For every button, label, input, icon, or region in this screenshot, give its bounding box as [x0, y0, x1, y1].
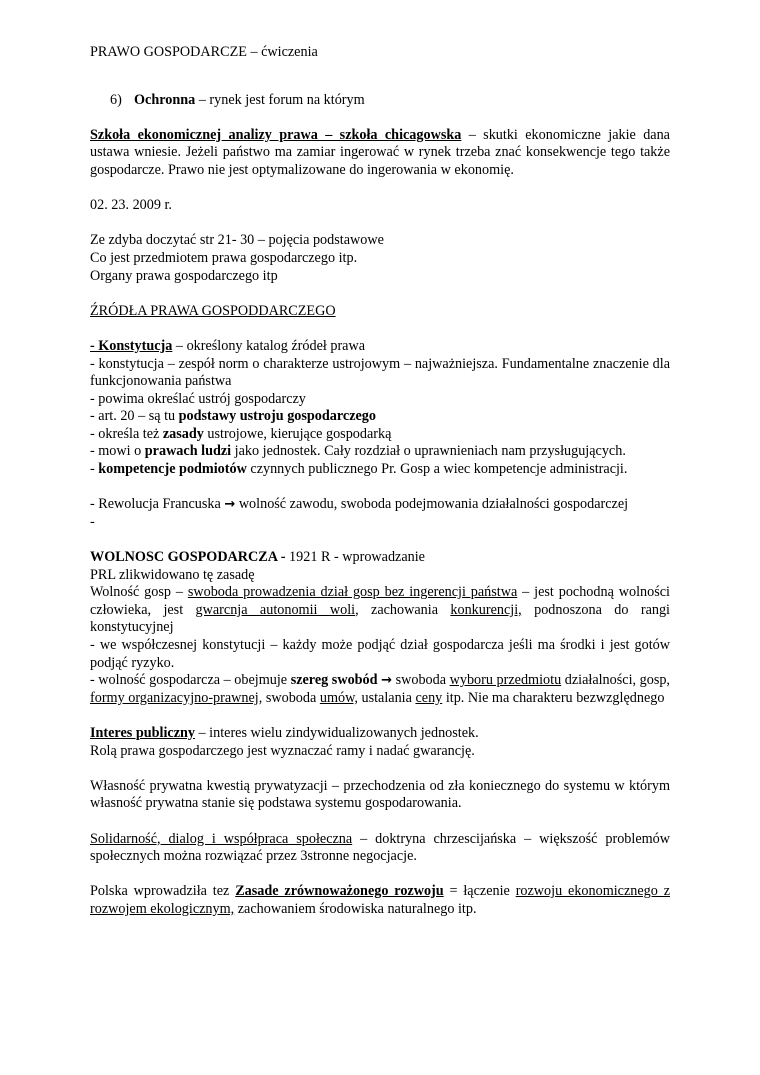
reading-line-1: Ze zdyba doczytać str 21- 30 – pojęcia podstawowe	[90, 232, 384, 249]
list-number: 6)	[110, 91, 122, 108]
wolnosc-p3-g: , swoboda	[258, 689, 320, 706]
konstytucja-heading	[90, 338, 670, 356]
konst-line-1: - konstytucja – zespół norm o charakterze ustrojowym – najważniejsza. Fundamentalne znaczenie dla funkcjonowania państwa	[90, 355, 670, 390]
solidarnosc-desc: – doktryna chrzescijańska – większość problemów społecznych można rozwiązać przez 3stronne negocjacje.	[90, 830, 670, 865]
wolnosc-p3-d: wyboru przedmiotu	[449, 672, 562, 689]
wolnosc-heading	[90, 549, 670, 567]
wolnosc-p1-e: , zachowania	[355, 601, 451, 618]
konst-line-4-c: ustrojowe, kierujące gospodarką	[203, 425, 392, 442]
konst-line-4	[90, 426, 670, 444]
dash-line: -	[90, 513, 95, 530]
arrow-right-icon: →	[381, 673, 393, 689]
rewolucja-b: wolność zawodu, swoboda podejmowania działalności gospodarczej	[235, 496, 629, 513]
konst-line-6-c: czynnych publicznego Pr. Gosp a wiec kompetencje administracji.	[246, 461, 628, 478]
wolnosc-p1-f: konkurencji,	[450, 601, 522, 618]
interes-desc: – interes wielu zindywidualizowanych jednostek.	[194, 724, 479, 741]
polska-c: = łączenie	[443, 883, 516, 900]
wolnosc-year: 1921 R - wprowadzanie	[285, 549, 425, 566]
wolnosc-paragraph-2: - we współczesnej konstytucji – każdy może podjąć dział gospodarcza jeśli ma środki i jest gotów podjąć ryzyko.	[90, 637, 670, 671]
wolnosc-p1-d: gwarcnja autonomii woli	[195, 601, 356, 618]
interes-heading	[90, 725, 670, 743]
list-item-6	[90, 92, 670, 110]
paragraph-szkola	[90, 127, 670, 180]
prl-line: PRL zlikwidowano tę zasadę	[90, 566, 255, 583]
rewolucja-a: - Rewolucja Francuska	[90, 496, 225, 513]
wolnosc-p3-k: itp. Nie ma charakteru bezwzględnego	[442, 689, 665, 706]
konst-line-3	[90, 408, 670, 426]
konst-line-6-a: -	[90, 461, 99, 478]
wolnosc-p1-g: podnoszona do rangi konstytucyjnej	[90, 601, 670, 636]
zrodla-title: ŹRÓDŁA PRAWA GOSPODDARCZEGO	[90, 302, 336, 319]
konst-line-3-a: - art. 20 – są tu	[90, 408, 179, 425]
konst-line-5	[90, 443, 670, 461]
term-ochronna: Ochronna	[134, 91, 196, 108]
polska-a: Polska wprowadziła tez	[90, 883, 236, 900]
arrow-right-icon: →	[224, 497, 236, 513]
document-page	[90, 44, 670, 919]
reading-line-3: Organy prawa gospodarczego itp	[90, 267, 278, 284]
section-heading-zrodla	[90, 303, 670, 321]
wolnosc-p3-i: ustalania	[357, 689, 416, 706]
item6-text: – rynek jest forum na którym	[195, 91, 365, 108]
page-header: PRAWO GOSPODARCZE – ćwiczenia	[90, 44, 318, 60]
konst-line-5-c: jako jednostek. Cały rozdział o uprawnieniach nam przysługujących.	[231, 443, 626, 460]
wolnosc-p1-c: – jest pochodną wolności człowieka, jest	[90, 584, 670, 618]
wolnosc-p3-j: ceny	[415, 689, 443, 706]
konstytucja-term: - Konstytucja	[90, 337, 173, 354]
wolnosc-p1-b: swoboda prowadzenia dział gosp bez ingerencji państwa	[187, 584, 518, 601]
wolnosc-p3-c: swoboda	[392, 672, 450, 689]
solidarnosc-title: Solidarność, dialog i współpraca społeczna	[90, 830, 353, 847]
wlasnosc-paragraph: Własność prywatna kwestią prywatyzacji – przechodzenia od zła koniecznego do systemu w którym własność prywatna stanie się podstawa systemu gospodarowania.	[90, 777, 670, 812]
reading-line-2: Co jest przedmiotem prawa gospodarczego itp.	[90, 249, 358, 266]
wolnosc-paragraph-1	[90, 584, 670, 637]
konst-line-5-a: - mowi o	[90, 443, 145, 460]
konst-line-2: - powima określać ustrój gospodarczy	[90, 390, 306, 407]
konst-line-4-b: zasady	[162, 425, 204, 442]
wolnosc-p3-b: szereg swobód	[290, 672, 378, 689]
rewolucja-line	[90, 496, 670, 514]
polska-b: Zasade zrównoważonego rozwoju	[235, 883, 444, 900]
heading-szkola: Szkoła ekonomicznej analizy prawa – szkoła chicagowska	[90, 126, 462, 143]
konstytucja-desc: – określony katalog źródeł prawa	[172, 337, 366, 354]
polska-d: rozwoju ekonomicznego z rozwojem ekologicznym,	[90, 883, 670, 917]
konst-line-3-b: podstawy ustroju gospodarczego	[178, 408, 376, 425]
wolnosc-paragraph-3	[90, 672, 670, 707]
konst-line-5-b: prawach ludzi	[144, 443, 232, 460]
wolnosc-p1-a: Wolność gosp –	[90, 584, 188, 601]
wolnosc-p3-e: działalności, gosp,	[561, 672, 670, 689]
interes-title: Interes publiczny	[90, 724, 195, 741]
konst-line-6	[90, 461, 670, 479]
solidarnosc-paragraph	[90, 831, 670, 866]
wolnosc-p3-h: umów,	[319, 689, 358, 706]
date-line: 02. 23. 2009 r.	[90, 197, 172, 214]
konst-line-4-a: - określa też	[90, 425, 163, 442]
polska-paragraph	[90, 883, 670, 918]
wolnosc-p3-f: formy organizacyjno-prawnej	[90, 689, 259, 706]
wolnosc-p3-a: - wolność gospodarcza – obejmuje	[90, 672, 291, 689]
szkola-text: – skutki ekonomiczne jakie dana ustawa wniesie. Jeżeli państwo ma zamiar ingerować w rynek trzeba znać konsekwencje tego także gospodarcze. Prawo nie jest optymalizowane do ingerowania w ekonomię.	[90, 126, 670, 178]
wolnosc-title: WOLNOSC GOSPODARCZA -	[90, 549, 286, 566]
interes-line-2: Rolą prawa gospodarczego jest wyznaczać ramy i nadać gwarancję.	[90, 742, 475, 759]
konst-line-6-b: kompetencje podmiotów	[98, 461, 247, 478]
polska-e: zachowaniem środowiska naturalnego itp.	[234, 900, 477, 917]
